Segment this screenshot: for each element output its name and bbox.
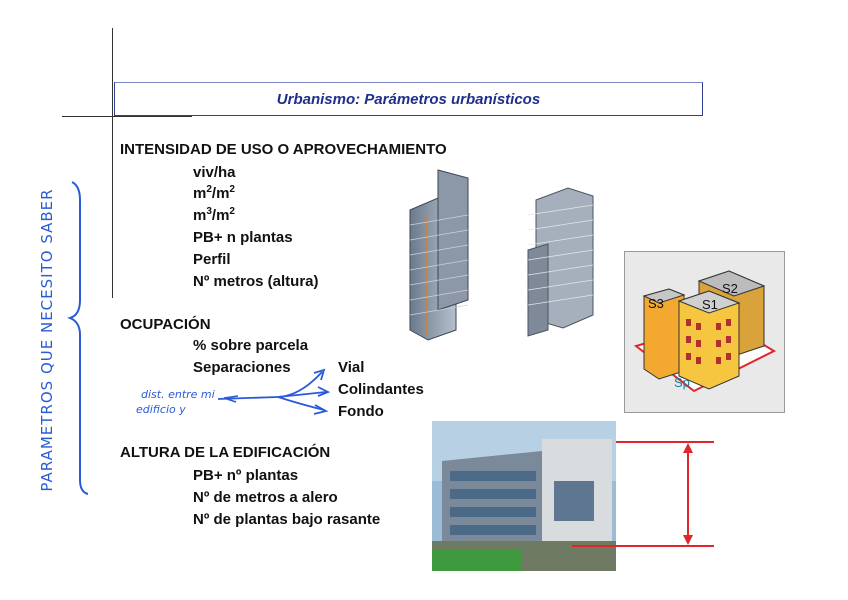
label-sp: Sp [674,375,690,390]
tower-renderings-image [398,170,598,340]
label-s1: S1 [702,297,718,312]
section-title-ocupacion: OCUPACIÓN [120,316,211,333]
handwritten-dist-line1: dist. entre mi [141,388,215,401]
section-title-intensidad: INTENSIDAD DE USO O APROVECHAMIENTO [120,141,447,158]
item-fondo: Fondo [338,403,384,420]
item-metros-alero: Nº de metros a alero [193,489,338,506]
item-viv-ha: viv/ha [193,164,236,181]
handwritten-dist-line2: edificio y [136,403,186,416]
building-photo [432,421,722,573]
label-s2: S2 [722,281,738,296]
item-separaciones: Separaciones [193,359,291,376]
item-m3-m2: $m^3/m^2$ [193,206,235,224]
item-pb-nplantas: PB+ nº plantas [193,467,299,484]
slide-title: Urbanismo: Parámetros urbanísticos [276,91,541,108]
item-perfil: Perfil [193,251,231,268]
item-pb-plantas: PB+ n plantas [193,229,293,246]
label-s3: S3 [648,296,664,311]
handwritten-vertical-note: PARAMETROS QUE NECESITO SABER [38,188,56,492]
occupation-diagram-image [624,251,785,413]
item-vial: Vial [338,359,365,376]
item-m2-m2: $m^2/m^2$ [193,184,235,202]
item-metros-altura: Nº metros (altura) [193,273,319,290]
item-sobre-parcela: % sobre parcela [193,337,309,354]
item-colindantes: Colindantes [338,381,424,398]
item-plantas-bajo-rasante: Nº de plantas bajo rasante [193,511,381,528]
section-title-altura: ALTURA DE LA EDIFICACIÓN [120,444,331,461]
